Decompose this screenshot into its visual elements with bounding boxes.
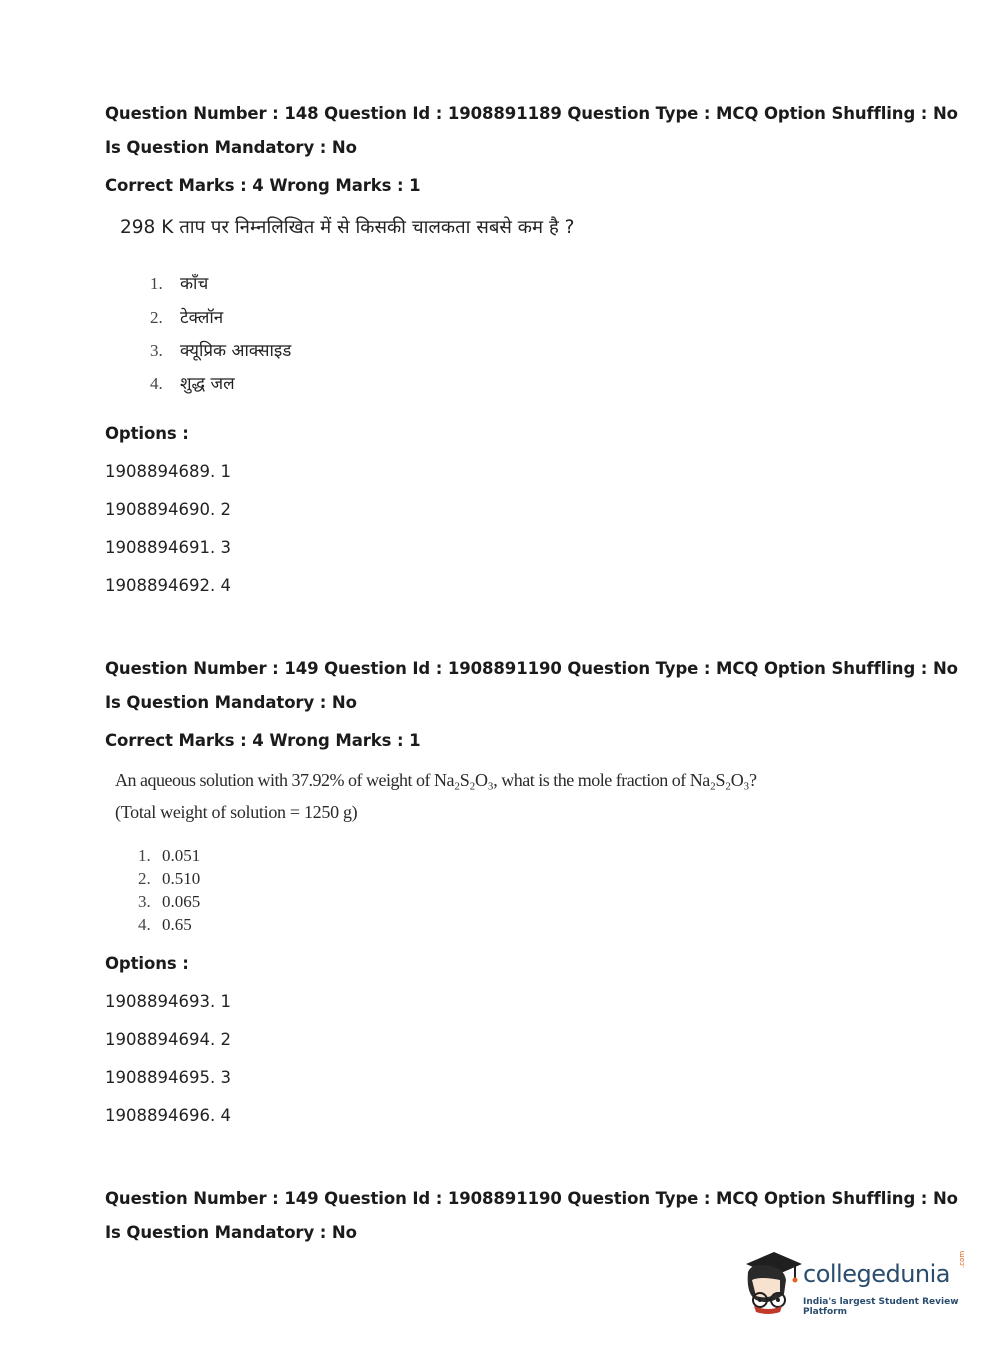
option-id: 1908894689. 1	[105, 462, 231, 481]
question-148-marks: Correct Marks : 4 Wrong Marks : 1	[105, 176, 421, 195]
choice-text: 0.065	[162, 892, 201, 911]
choice-text: काँच	[180, 274, 209, 294]
collegedunia-logo	[740, 1250, 970, 1320]
question-149-text-note: (Total weight of solution = 1250 g)	[115, 802, 358, 822]
question-149-choice	[138, 915, 192, 935]
choice-text: शुद्ध जल	[180, 374, 235, 394]
logo-domain-suffix: .com	[958, 1250, 966, 1268]
question-149-marks: Correct Marks : 4 Wrong Marks : 1	[105, 731, 421, 750]
choice-text: 0.65	[162, 915, 192, 934]
choice-number: 1.	[150, 274, 163, 293]
question-next-mandatory: Is Question Mandatory : No	[105, 1223, 357, 1242]
choice-number: 2.	[150, 308, 163, 327]
question-149-choice	[138, 892, 200, 912]
choice-number: 2.	[138, 869, 151, 888]
choice-text: 0.051	[162, 846, 201, 865]
question-149-options-label: Options :	[105, 954, 189, 973]
question-148-choice	[150, 305, 223, 328]
choice-text: टेक्लॉन	[180, 308, 224, 328]
question-148-choice	[150, 271, 208, 294]
option-id: 1908894690. 2	[105, 500, 231, 519]
choice-text: क्यूप्रिक आक्साइड	[180, 341, 292, 361]
logo-tagline: India's largest Student Review Platform	[803, 1297, 959, 1317]
choice-text: 0.510	[162, 869, 201, 888]
choice-number: 4.	[150, 374, 163, 393]
logo-wordmark: collegedunia	[803, 1260, 951, 1288]
question-148-choice	[150, 371, 235, 394]
question-next-meta: Question Number : 149 Question Id : 1908891190 Question Type : MCQ Option Shuffling : No	[105, 1189, 958, 1208]
option-id: 1908894691. 3	[105, 538, 231, 557]
question-149-choice	[138, 846, 200, 866]
option-id: 1908894692. 4	[105, 576, 231, 595]
question-148-choice	[150, 338, 291, 361]
option-id: 1908894696. 4	[105, 1106, 231, 1125]
question-148-text: 298 K ताप पर निम्नलिखित में से किसकी चालकता सबसे कम है ?	[120, 217, 575, 238]
choice-number: 3.	[138, 892, 151, 911]
question-148-mandatory: Is Question Mandatory : No	[105, 138, 357, 157]
option-id: 1908894693. 1	[105, 992, 231, 1011]
question-148-options-label: Options :	[105, 424, 189, 443]
question-148-meta: Question Number : 148 Question Id : 1908891189 Question Type : MCQ Option Shuffling : No	[105, 104, 958, 123]
choice-number: 3.	[150, 341, 163, 360]
question-149-meta: Question Number : 149 Question Id : 1908891190 Question Type : MCQ Option Shuffling : No	[105, 659, 958, 678]
question-149-text: An aqueous solution with 37.92% of weight of Na₂S₂O₃, what is the mole fraction of Na₂S₂O₃?	[115, 770, 757, 790]
option-id: 1908894694. 2	[105, 1030, 231, 1049]
choice-number: 1.	[138, 846, 151, 865]
choice-number: 4.	[138, 915, 151, 934]
mascot-icon	[740, 1250, 804, 1320]
question-149-mandatory: Is Question Mandatory : No	[105, 693, 357, 712]
option-id: 1908894695. 3	[105, 1068, 231, 1087]
question-149-choice	[138, 869, 200, 889]
